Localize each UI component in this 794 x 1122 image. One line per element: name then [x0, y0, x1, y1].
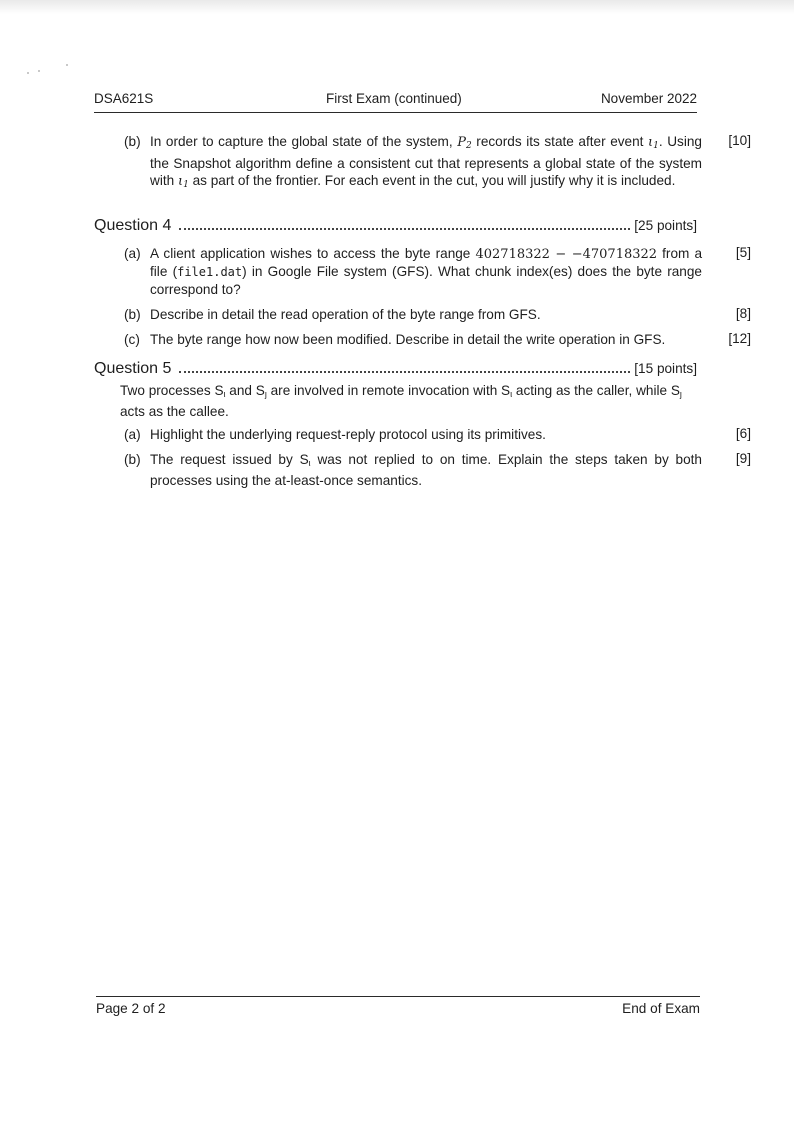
text-run: Two processes S	[120, 383, 224, 398]
marks: [6]	[735, 426, 751, 441]
math-event: $\iota_1$	[648, 135, 659, 151]
page-footer	[96, 996, 700, 1017]
text-run: In order to capture the global state of the system,	[150, 134, 458, 149]
page-header	[94, 91, 697, 113]
scan-speck	[66, 64, 68, 66]
exam-title: First Exam (continued)	[326, 91, 462, 106]
part-text	[150, 133, 702, 194]
part-text	[150, 245, 702, 298]
leader-dots	[179, 227, 630, 230]
math-event: $\iota_1$	[177, 174, 189, 190]
text-run: acts as the callee.	[120, 404, 229, 419]
marks: [5]	[735, 245, 751, 260]
question-5-heading	[94, 360, 697, 380]
part-text: The byte range how now been modified. Describe in detail the write operation in GFS.	[150, 332, 666, 347]
part-label: (c)	[124, 332, 140, 347]
marks: [10]	[728, 133, 751, 148]
subscript-j: ȷ	[679, 389, 682, 399]
text-run: ) in Google File system (GFS). What chunk index(es) does the byte range correspond to?	[150, 264, 702, 297]
part-label: (b)	[124, 134, 141, 149]
end-of-exam: End of Exam	[622, 1001, 700, 1016]
text-run: acting as the caller, while S	[512, 383, 680, 398]
part-label: (a)	[124, 246, 141, 261]
question-points: [15 points]	[634, 361, 697, 376]
byte-range: 402718322 − −470718322	[475, 247, 658, 262]
subscript-i: ι	[223, 389, 226, 399]
subscript-j: ȷ	[264, 389, 267, 399]
text-run: was not replied to on time. Explain the steps taken by both processes using the at-least-once semantics.	[150, 452, 702, 488]
exam-date: November 2022	[600, 91, 697, 106]
subscript-i: ι	[308, 458, 311, 468]
text-run: . Using the Snapshot algorithm define a consistent cut that represents a global state of the system with	[150, 134, 702, 188]
text-run: A client application wishes to access the byte range	[150, 246, 476, 261]
leader-dots	[179, 370, 630, 373]
marks: [9]	[735, 451, 751, 466]
part-text: Highlight the underlying request-reply protocol using its primitives.	[150, 427, 546, 442]
part-text	[150, 451, 702, 489]
course-code: DSA621S	[94, 91, 154, 106]
text-run: are involved in remote invocation with S	[266, 383, 511, 398]
part-text: Describe in detail the read operation of the byte range from GFS.	[150, 307, 541, 322]
question-points: [25 points]	[634, 218, 697, 233]
subscript-i: ι	[510, 389, 513, 399]
marks: [8]	[735, 306, 751, 321]
part-label: (a)	[124, 427, 141, 442]
text-run: as part of the frontier. For each event in the cut, you will justify why it is included.	[188, 173, 676, 188]
scan-edge	[0, 0, 794, 14]
text-run: The request issued by S	[150, 452, 309, 467]
page-number: Page 2 of 2	[96, 1001, 166, 1016]
marks: [12]	[728, 331, 751, 346]
scan-speck	[27, 72, 29, 74]
question-4-heading	[94, 217, 697, 237]
question-title: Question 4	[94, 217, 172, 234]
file-name: file1.dat	[177, 265, 243, 279]
math-p: $P_2$	[457, 135, 472, 151]
part-label: (b)	[124, 307, 141, 322]
text-run: records its state after event	[471, 134, 649, 149]
question-title: Question 5	[94, 360, 172, 377]
text-run: and S	[225, 383, 265, 398]
text-run: from a file (	[150, 246, 703, 279]
question-5-intro	[120, 382, 700, 420]
part-label: (b)	[124, 452, 141, 467]
scan-speck	[38, 70, 40, 72]
